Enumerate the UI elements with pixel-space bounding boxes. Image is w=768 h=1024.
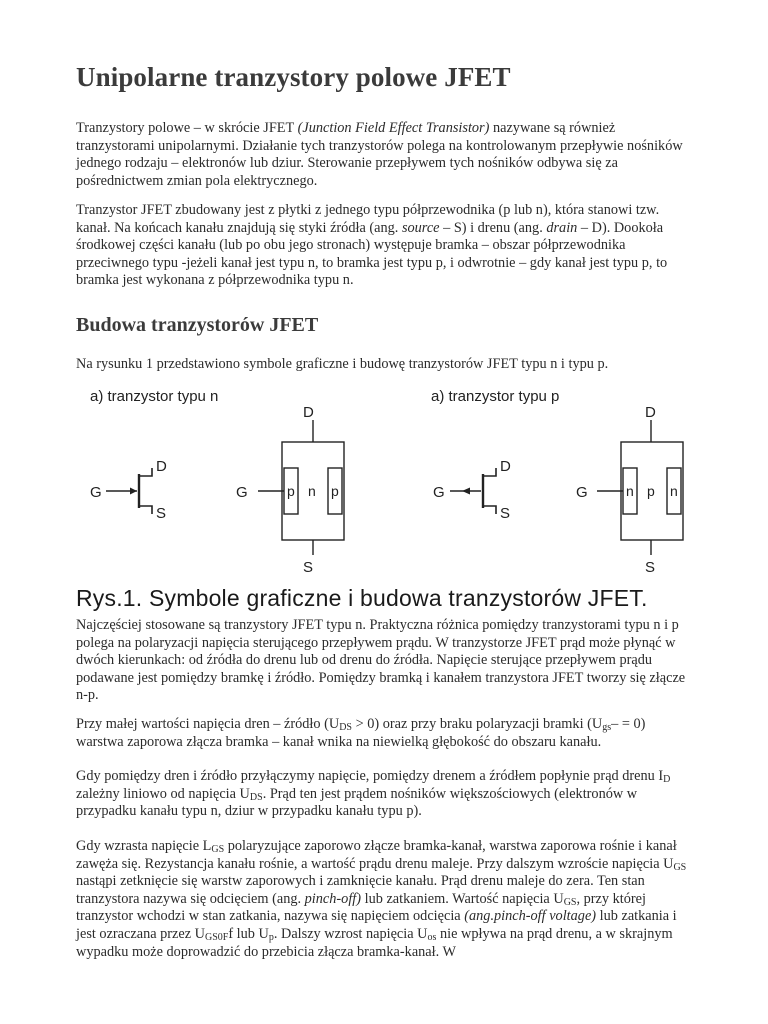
figure-caption: Rys.1. Symbole graficzne i budowa tranzystorów JFET. (76, 585, 648, 611)
p7-sub-1: GS (211, 844, 225, 855)
intro-text-1: Tranzystory polowe – w skrócie JFET (76, 120, 298, 136)
p6-text-1: Gdy pomiędzy dren i źródło przyłączymy napięcie, pomiędzy drenem a źródłem popłynie prąd drenu I (76, 768, 664, 784)
label-p-type: a) tranzystor typu p (431, 388, 560, 405)
n-struct-region-right: p (331, 483, 339, 499)
n-symbol-pin-d: D (156, 458, 167, 475)
p6-text-3: . Prąd ten jest prądem nośników większościowych (elektronów w przypadku kanału typu n, dziur w przypadku kanału typu p). (76, 785, 638, 820)
figure-intro: Na rysunku 1 przedstawiono symbole graficzne i budowę tranzystorów JFET typu n i typu p. (76, 356, 609, 372)
p7-text-7: f lub U (228, 925, 269, 942)
structure-text-2: – S) i drenu (ang. (439, 219, 547, 236)
p5-text-2: > 0) oraz przy braku polaryzacji bramki (U (352, 716, 603, 732)
p-symbol-pin-s: S (500, 505, 511, 522)
p7-text-5: , przy której tranzystor wchodzi w stan zatkania, nazywa się napięciem odcięcia (76, 890, 646, 925)
p6-sub-2: DS (249, 791, 263, 803)
intro-term-italic: (Junction Field Effect Transistor) (297, 120, 490, 136)
n-struct-pin-d: D (303, 404, 314, 421)
p6-sub-1: D (663, 774, 671, 785)
source-term: source (401, 219, 440, 236)
p6-text-2: zależny liniowo od napięcia U (76, 785, 250, 802)
n-struct-region-mid: n (308, 483, 316, 499)
paragraph-small-voltage (76, 716, 694, 751)
structure-text-3: – D). Dookoła środkowej części kanału (lub po obu jego stronach) występuje bramka – obszar półprzewodnika przeciwnego typu -jeżeli kanał jest typu n, to bramka jest typu p, i odwrotnie – gdy kanał jest typu p, to bramka jest wykonana z półprzewodnika typu n. (76, 219, 668, 289)
p7-sub-4: GS0F (204, 931, 229, 943)
n-struct-region-left: p (287, 483, 295, 499)
p-struct-pin-g: G (576, 484, 588, 501)
p7-sub-2: GS (673, 861, 687, 873)
arrow-in-icon (130, 488, 137, 495)
p7-text-8: . Dalszy wzrost napięcia U (273, 925, 428, 942)
p-channel-structure (597, 420, 683, 555)
p5-text-3: – = 0) warstwa zaporowa złącza bramka – kanał wnika na niewielką głębokość do obszaru kanału. (76, 716, 646, 750)
p-channel-symbol (450, 468, 496, 514)
section-heading: Budowa tranzystorów JFET (76, 314, 319, 336)
p7-text-4: lub zatkaniem. Wartość napięcia U (361, 890, 564, 907)
n-channel-structure (258, 420, 344, 555)
label-n-type: a) tranzystor typu n (90, 388, 219, 405)
p7-text-3: nastąpi zetknięcie się warstw zaporowych i zamknięcie kanału. Prąd drenu maleje do zera. Ten stan tranzystora nazywa się odcięciem (ang. (76, 873, 645, 907)
page-title: Unipolarne tranzystory polowe JFET (76, 62, 511, 92)
p-struct-region-right: n (670, 483, 678, 499)
n-struct-pin-s: S (303, 559, 314, 576)
p-struct-pin-d: D (645, 404, 656, 421)
arrow-out-icon (462, 488, 470, 495)
n-struct-pin-g: G (236, 484, 248, 501)
p7-text-9: nie wpływa na prąd drenu, a w skrajnym wypadku może doprowadzić do przebicia złącza bramka-kanał. W (76, 925, 673, 960)
p7-sub-6: os (427, 931, 437, 943)
p7-italic-1: pinch-off) (304, 890, 362, 907)
n-channel-symbol (106, 468, 152, 514)
n-symbol-pin-g: G (90, 484, 102, 501)
p-struct-pin-s: S (645, 559, 656, 576)
p7-sub-3: GS (563, 896, 577, 908)
structure-text-1: Tranzystor JFET zbudowany jest z płytki z jednego typu półprzewodnika (p lub n), która stanowi tzw. kanał. Na końcach kanału znajdują się styki źródła (ang. (76, 202, 660, 236)
p7-text-6: lub zatkania i jest ozracz​ana przez U (76, 908, 677, 942)
n-symbol-pin-s: S (156, 505, 167, 522)
p5-text-1: Przy małej wartości napięcia dren – źródło (U (76, 716, 340, 732)
p5-sub-1: DS (339, 722, 352, 733)
intro-text-2: nazywane są również tranzystorami unipolarnymi. Działanie tych tranzystorów polega na kontrolowanym przepływie nośników jednego rodzaju – elektronów lub dziur. Sterowanie przepływem tych nośników odbywa się za pośrednictwem zmian pola elektrycznego. (76, 120, 683, 189)
p7-text-1: Gdy wzrasta napięcie L (76, 838, 212, 854)
p-struct-region-mid: p (647, 483, 655, 499)
drain-term: drain (546, 219, 578, 236)
paragraph-pinch-off (76, 838, 694, 961)
p-struct-region-left: n (626, 483, 634, 499)
structure-paragraph (76, 202, 694, 290)
paragraph-jfet-types: Najczęściej stosowane są tranzystory JFET typu n. Praktyczna różnica pomiędzy tranzystorami typu n i p polega na polaryzacji napięcia sterującego przepływem prądu. W tranzystorze JFET prąd może płynąć w dwóch kierunkach: od źródła do drenu lub od drenu do źródła. Napięcie sterujące przepływem prądu podawane jest pomiędzy bramkę i źródło. Pomiędzy bramką i kanałem tranzystora JFET tworzy się złącze n-p. (76, 617, 686, 704)
p5-sub-2: gs (602, 722, 612, 733)
p7-italic-2: (ang.pinch-off voltage) (464, 908, 597, 925)
p-symbol-pin-d: D (500, 458, 511, 475)
intro-paragraph (76, 120, 694, 190)
p7-sub-5: p (268, 931, 274, 943)
p-symbol-pin-g: G (433, 484, 445, 501)
paragraph-drain-current (76, 768, 694, 821)
p7-text-2: polaryzujące zaporowo złącze bramka-kanał, warstwa zaporowa rośnie i kanał zawęża się. Rezystancja kanału rośnie, a wartość prądu drenu maleje. Przy dalszym wzroście napięcia U (76, 838, 677, 872)
